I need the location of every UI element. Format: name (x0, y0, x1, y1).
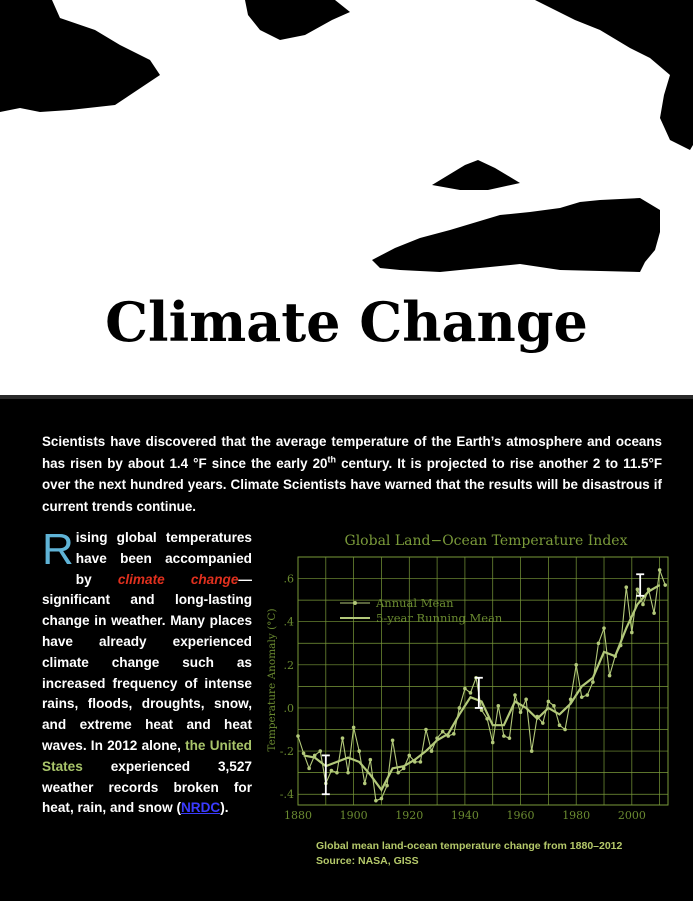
annual-mean-point (318, 749, 322, 753)
annual-mean-point (497, 704, 501, 708)
annual-mean-point (513, 693, 517, 697)
y-axis-label: Temperature Anomaly (°C) (266, 608, 278, 752)
y-tick-label: .6 (283, 572, 294, 586)
legend-annual-marker (353, 601, 357, 605)
annual-mean-point (352, 726, 356, 730)
temperature-chart (258, 525, 678, 825)
annual-mean-point (608, 674, 612, 678)
chart-caption (316, 839, 676, 869)
chart-grid (298, 557, 668, 805)
x-tick-label: 1980 (562, 809, 591, 822)
legend-annual-label: Annual Mean (376, 596, 454, 610)
annual-mean-point (469, 691, 473, 695)
y-tick-label: -.4 (279, 788, 294, 802)
annual-mean-point (441, 730, 445, 734)
annual-mean-point (508, 736, 512, 740)
annual-mean-point (563, 728, 567, 732)
annual-mean-point (586, 693, 590, 697)
annual-mean-point (407, 754, 411, 758)
annual-mean-point (374, 799, 378, 803)
article-text: ). (220, 800, 229, 816)
x-tick-label: 1920 (395, 809, 424, 822)
x-tick-label: 1940 (450, 809, 479, 822)
x-tick-label: 1900 (339, 809, 368, 822)
annual-mean-point (335, 771, 339, 775)
annual-mean-point (663, 583, 667, 587)
annual-mean-point (530, 749, 534, 753)
intro-superscript: th (327, 454, 336, 465)
drop-cap: R (42, 525, 74, 574)
annual-mean-point (424, 728, 428, 732)
intro-text-continued: century. It is projected to rise another 2 to 11.5°F over the next hundred years. Climate Scientists have warned that the results will be disastrous if current trends continue. (42, 455, 662, 514)
annual-mean-point (363, 782, 367, 786)
caption-line-2: Source: NASA, GISS (316, 855, 419, 867)
annual-mean-line (298, 570, 665, 801)
landmass-silhouette (0, 0, 693, 290)
annual-mean-point (452, 732, 456, 736)
y-tick-label: .4 (283, 615, 294, 629)
annual-mean-point (419, 760, 423, 764)
annual-mean-point (658, 568, 662, 572)
annual-mean-point (307, 767, 311, 771)
annual-mean-point (552, 704, 556, 708)
annual-mean-point (624, 585, 628, 589)
annual-mean-point (357, 749, 361, 753)
annual-mean-point (558, 723, 562, 727)
annual-mean-point (580, 695, 584, 699)
annual-mean-point (547, 700, 551, 704)
y-tick-label: .0 (283, 701, 294, 715)
annual-mean-point (591, 680, 595, 684)
x-tick-label: 2000 (617, 809, 646, 822)
article-paragraph (42, 525, 253, 819)
annual-mean-point (636, 588, 640, 592)
x-tick-label: 1960 (506, 809, 535, 822)
annual-mean-point (602, 626, 606, 630)
annual-mean-point (430, 749, 434, 753)
legend-running-label: 5-year Running Mean (376, 611, 503, 625)
intro-text: Scientists have discovered that the average temperature of the Earth’s atmosphere and oceans has risen by about 1.4 °F since the early 20 (42, 434, 662, 471)
y-tick-label: .2 (283, 658, 294, 672)
annual-mean-point (541, 721, 545, 725)
annual-mean-point (380, 797, 384, 801)
annual-mean-point (458, 706, 462, 710)
article-text: ising global temperatures have been accompanied by (75, 530, 252, 587)
annual-mean-point (369, 758, 373, 762)
annual-mean-point (630, 631, 634, 635)
united-states-highlight: the United States (42, 737, 252, 774)
annual-mean-point (341, 736, 345, 740)
annual-mean-point (385, 784, 389, 788)
annual-mean-point (574, 663, 578, 667)
annual-mean-point (597, 641, 601, 645)
page-title: Climate Change (105, 290, 588, 354)
annual-mean-point (346, 771, 350, 775)
annual-mean-point (391, 739, 395, 743)
annual-mean-point (330, 769, 334, 773)
intro-paragraph (42, 431, 662, 517)
x-tick-label: 1880 (284, 809, 312, 822)
article-text: experienced 3,527 weather records broken for heat, rain, and snow ( (42, 758, 252, 816)
article-text: —significant and long-lasting change in weather. Many places have already experienced climate change such as increased frequency of intense rains, floods, droughts, snow, and extreme heat and heat waves. In 2012 alone, (42, 571, 253, 753)
annual-mean-point (524, 698, 528, 702)
annual-mean-point (463, 687, 467, 691)
annual-mean-point (491, 741, 495, 745)
annual-mean-point (296, 734, 300, 738)
climate-change-term: climate change (117, 571, 239, 587)
annual-mean-point (519, 710, 523, 714)
annual-mean-point (502, 734, 506, 738)
annual-mean-point (641, 603, 645, 607)
hero-map-graphic (0, 0, 693, 395)
chart-title: Global Land−Ocean Temperature Index (344, 533, 628, 549)
annual-mean-point (396, 771, 400, 775)
nrdc-link[interactable]: NRDC (180, 800, 221, 816)
y-tick-label: -.2 (279, 745, 294, 759)
caption-line-1: Global mean land-ocean temperature change from 1880–2012 (316, 840, 623, 852)
annual-mean-point (302, 751, 306, 755)
annual-mean-point (652, 611, 656, 615)
